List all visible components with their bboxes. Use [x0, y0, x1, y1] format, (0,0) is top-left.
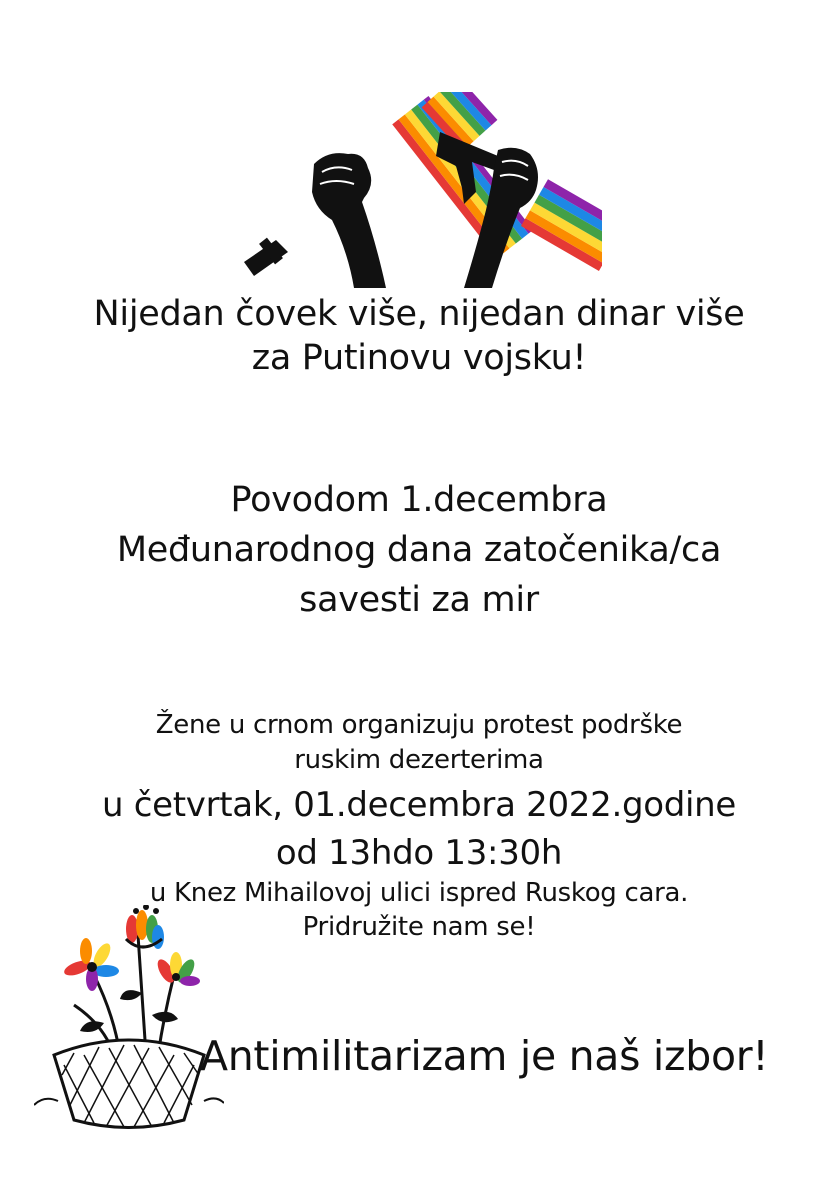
announcement-line-2: ruskim dezerterima	[294, 745, 544, 775]
headline-line-1: Nijedan čovek više, nijedan dinar više	[93, 294, 745, 334]
headline-line-2: za Putinovu vojsku!	[251, 338, 587, 378]
slogan: Antimilitarizam je naš izbor!	[200, 1032, 769, 1080]
announcement-line-1: Žene u crnom organizuju protest podrške	[155, 710, 683, 740]
broken-rifle-rainbow-fists-icon	[236, 92, 602, 292]
occasion-line-1: Povodom 1.decembra	[230, 480, 608, 520]
occasion-line-3: savesti za mir	[299, 580, 539, 620]
event-date: u četvrtak, 01.decembra 2022.godine	[101, 785, 737, 825]
event-place: u Knez Mihailovoj ulici ispred Ruskog cara.	[149, 878, 689, 908]
occasion-line-2: Međunarodnog dana zatočenika/ca	[116, 530, 722, 570]
flower-basket-icon	[34, 905, 224, 1130]
event-time: od 13hdo 13:30h	[275, 833, 563, 873]
invite-text: Pridružite nam se!	[302, 912, 536, 942]
